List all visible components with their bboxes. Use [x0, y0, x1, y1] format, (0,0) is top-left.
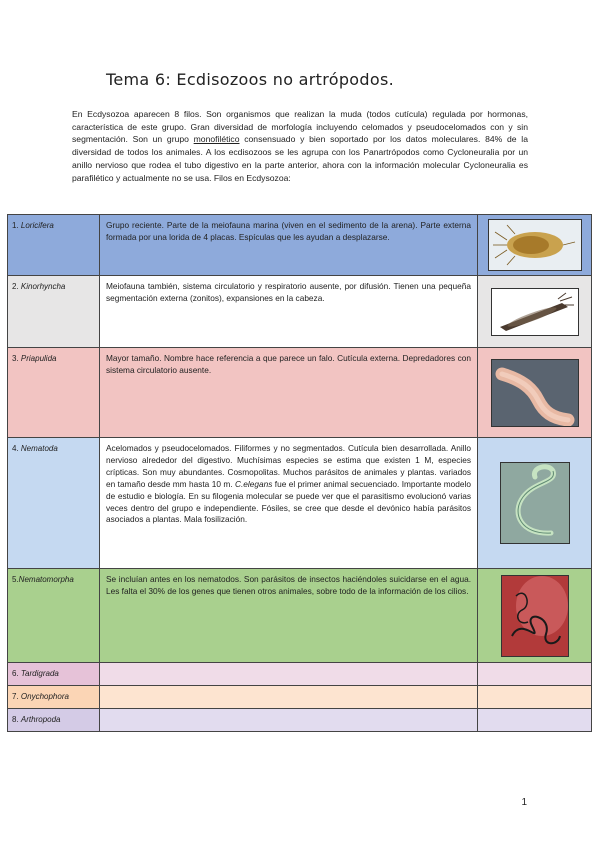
table-row — [8, 708, 592, 731]
priapulida-photo — [491, 359, 579, 427]
phylum-image-cell — [478, 685, 592, 708]
table-row — [8, 685, 592, 708]
phylum-image-cell — [478, 348, 592, 438]
table-row — [8, 569, 592, 663]
phylum-number: 6. — [12, 669, 19, 678]
phylum-description: Se incluían antes en los nematodos. Son parásitos de insectos haciéndoles suicidarse en el agua. Les falta el 30% de los genes que tienen otros animales, sobre todo de la información de los cilios. — [100, 569, 478, 663]
phylum-description — [100, 708, 478, 731]
phylum-image-cell — [478, 708, 592, 731]
intro-text-1: En Ecdysozoa aparecen 8 filos. Son organismos que realizan la muda (todos cutícula) regulada por hormonas, característica de este grupo. Gran diversidad de morfología incluyendo celomados y pseudocelomados con y sin segmentación. Son un grupo — [72, 109, 528, 145]
phylum-name-cell — [8, 438, 100, 569]
phylum-description — [100, 663, 478, 686]
phylum-number: 4. — [12, 444, 19, 453]
intro-text-2: consensuado y bien soportado por los datos moleculares. 84% de la diversidad de todos los animales. A los ecdisozoos se les agrupa con los Panartrópodos como Cycloneuralia por un anillo nervioso que rodea el tubo digestivo en la parte anterior, ahora con la información molecular Cycloneuralia es parafilético y actualmente no se usa. Filos en Ecdysozoa: — [72, 134, 528, 183]
table-row — [8, 438, 592, 569]
nematomorpha-photo — [501, 575, 569, 657]
intro-underlined-term: monofilético — [193, 134, 240, 145]
phylum-name: Nematomorpha — [18, 575, 74, 584]
phylum-name: Arthropoda — [20, 714, 61, 724]
phylum-number: 3. — [12, 354, 19, 363]
phylum-description: Mayor tamaño. Nombre hace referencia a que parece un falo. Cutícula externa. Depredadores con sistema circulatorio ausente. — [100, 348, 478, 438]
phylum-name-cell — [8, 708, 100, 731]
phylum-name-cell — [8, 215, 100, 276]
intro-paragraph — [72, 108, 528, 184]
phylum-number: 1. — [12, 221, 19, 230]
phylum-name-cell — [8, 348, 100, 438]
table-row — [8, 276, 592, 348]
phylum-name: Priapulida — [20, 354, 57, 363]
phylum-image-cell — [478, 276, 592, 348]
phylum-image-cell — [478, 569, 592, 663]
loricifera-photo — [488, 219, 582, 271]
phylum-number: 5. — [12, 575, 19, 584]
phylum-name-cell — [8, 663, 100, 686]
page-number: 1 — [521, 797, 527, 808]
phylum-number: 8. — [12, 714, 19, 724]
phylum-description — [100, 438, 478, 569]
phylum-name: Kinorhyncha — [20, 282, 66, 291]
phylum-number: 2. — [12, 282, 19, 291]
phylum-name: Onychophora — [20, 691, 69, 701]
phylum-name: Nematoda — [20, 444, 58, 453]
table-row — [8, 215, 592, 276]
phylum-image-cell — [478, 663, 592, 686]
nematoda-photo — [500, 462, 570, 544]
phylum-name-cell — [8, 685, 100, 708]
kinorhyncha-photo — [491, 288, 579, 336]
phylum-description: Grupo reciente. Parte de la meiofauna marina (viven en el sedimento de la arena). Parte externa formada por una lorida de 4 placas. Espículas que les ayudan a desplazarse. — [100, 215, 478, 276]
phylum-description — [100, 685, 478, 708]
phylum-name-cell — [8, 569, 100, 663]
phyla-table — [7, 214, 592, 732]
nematoda-desc-a: Acelomados y pseudocelomados. Filiformes y no segmentados. Cutícula bien desarrollada. Anillo nervioso alrededor del digestivo. Muchísimas especies se estima que existen 1 M, especies crípticas. Son muy abundantes. Cosmopolitas. Muchos parásitos de animales y plantas. variados en tamaño desde mm hasta 10 m. — [106, 443, 471, 489]
phylum-image-cell — [478, 438, 592, 569]
phylum-image-cell — [478, 215, 592, 276]
phylum-name: Loricifera — [20, 221, 54, 230]
page-title: Tema 6: Ecdisozoos no artrópodos. — [106, 70, 394, 89]
nematoda-desc-b: fue el primer animal secuenciado. Importante modelo de estudio e biología. En su filogenia molecular se puede ver que el parasitismo evolucionó varias veces dentro del grupo e independiente. Fósiles, se cree que desde el devónico había parásitos asociados a plantas. Mala fosilización. — [106, 478, 471, 525]
phylum-number: 7. — [12, 691, 19, 701]
nematoda-desc-species: C.elegans — [234, 478, 273, 489]
phylum-name: Tardigrada — [20, 669, 59, 678]
table-row — [8, 663, 592, 686]
table-row — [8, 348, 592, 438]
phylum-name-cell — [8, 276, 100, 348]
phylum-description: Meiofauna también, sistema circulatorio y respiratorio ausente, por difusión. Tienen una pequeña segmentación externa (zonitos), expansiones en la cabeza. — [100, 276, 478, 348]
